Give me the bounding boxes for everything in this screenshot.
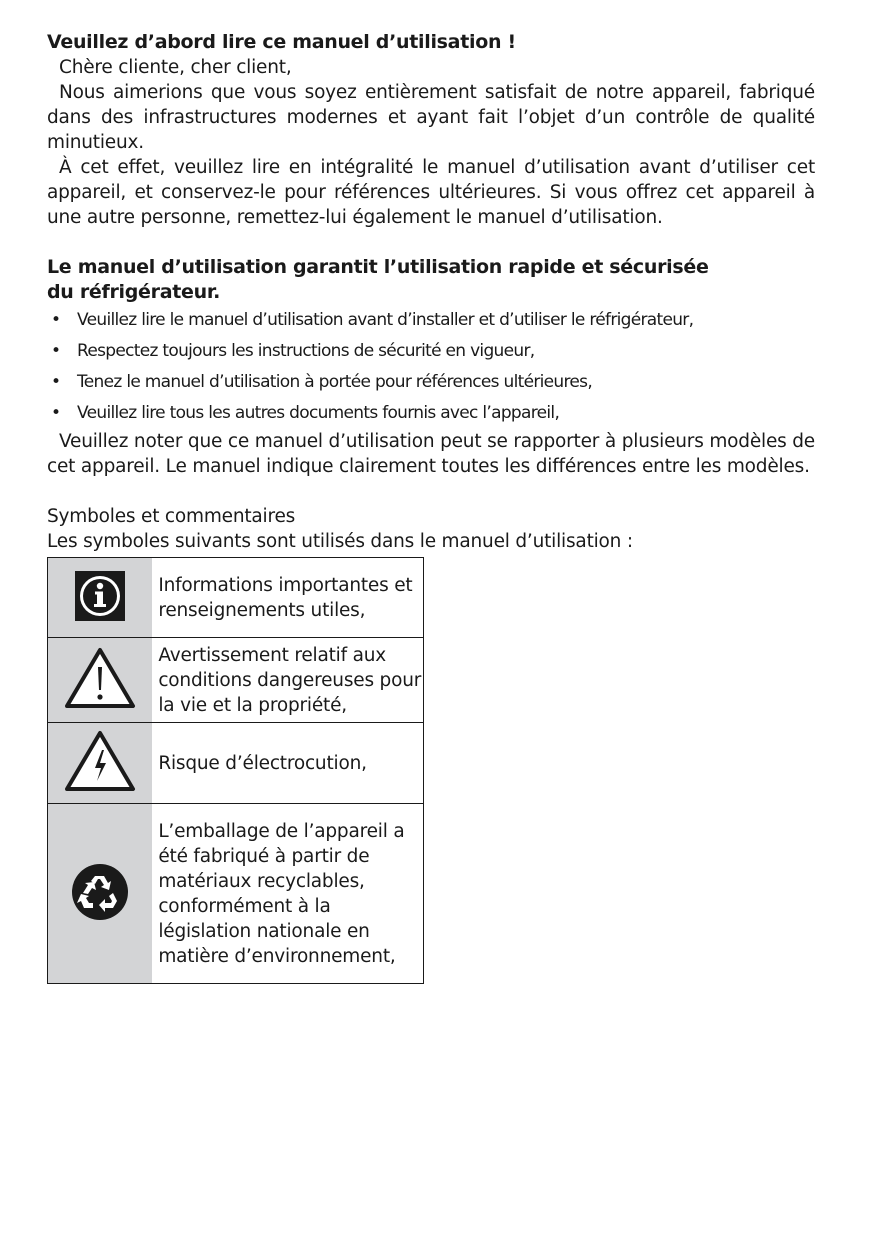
- greeting: Chère cliente, cher client,: [59, 57, 292, 78]
- bullet-icon: •: [51, 341, 61, 361]
- table-row: [48, 638, 424, 723]
- symbol-description: Avertissement relatif aux conditions dangereuses pour la vie et la propriété,: [152, 638, 423, 723]
- symbol-description: Risque d’électrocution,: [152, 723, 423, 804]
- table-row: [48, 804, 424, 984]
- intro-title: Veuillez d’abord lire ce manuel d’utilisation !: [47, 31, 516, 53]
- symbols-intro: Les symboles suivants sont utilisés dans le manuel d’utilisation :: [47, 531, 633, 552]
- info-icon: [74, 570, 126, 626]
- electric-shock-icon: [64, 730, 136, 796]
- table-row: [48, 558, 424, 638]
- symbols-table: [47, 557, 424, 984]
- manual-page: [47, 30, 815, 984]
- warning-icon: [64, 647, 136, 713]
- list-item: • Tenez le manuel d’utilisation à portée pour références ultérieures,: [47, 367, 815, 398]
- list-item: • Respectez toujours les instructions de sécurité en vigueur,: [47, 336, 815, 367]
- bullet-icon: •: [51, 403, 61, 423]
- symbol-description: Informations importantes et renseignements utiles,: [152, 558, 423, 638]
- list-item: • Veuillez lire le manuel d’utilisation avant d’installer et d’utiliser le réfrigérateur,: [47, 305, 815, 336]
- guarantee-bullet-list: [47, 305, 815, 429]
- guarantee-title: Le manuel d’utilisation garantit l’utilisation rapide et sécurisée du réfrigérateur.: [47, 256, 709, 303]
- intro-paragraph-1: Nous aimerions que vous soyez entièrement satisfait de notre appareil, fabriqué dans des infrastructures modernes et ayant fait l’objet d’un contrôle de qualité minutieux.: [47, 82, 815, 153]
- table-row: [48, 723, 424, 804]
- symbol-description: L’emballage de l’appareil a été fabriqué à partir de matériaux recyclables, conformément à la législation nationale en matière d’environnement,: [152, 804, 423, 984]
- symbols-title: Symboles et commentaires: [47, 506, 296, 527]
- intro-paragraph-2: À cet effet, veuillez lire en intégralité le manuel d’utilisation avant d’utiliser cet appareil, et conservez-le pour références ultérieures. Si vous offrez cet appareil à une autre personne, remettez-lui également le manuel d’utilisation.: [47, 157, 815, 228]
- recycle-icon: [71, 863, 129, 925]
- list-item: • Veuillez lire tous les autres documents fournis avec l’appareil,: [47, 398, 815, 429]
- bullet-icon: •: [51, 310, 61, 330]
- bullet-icon: •: [51, 372, 61, 392]
- models-note: Veuillez noter que ce manuel d’utilisation peut se rapporter à plusieurs modèles de cet appareil. Le manuel indique clairement toutes les différences entre les modèles.: [47, 431, 815, 477]
